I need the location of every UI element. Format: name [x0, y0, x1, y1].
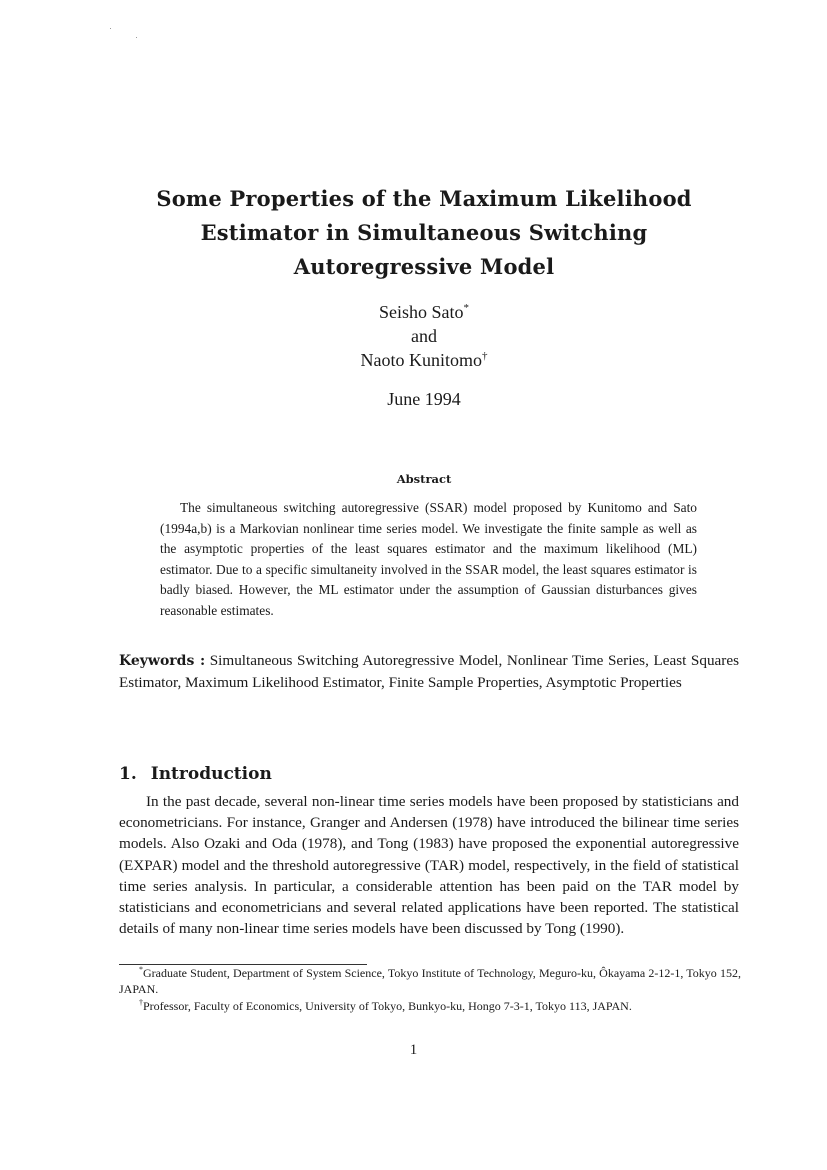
abstract-text: The simultaneous switching autoregressive (SSAR) model proposed by Kunitomo and Sato (1994a,b) is a Markovian nonlinear time series model. We investigate the finite sample as well as the asymptotic properties of the least squares estimator and the maximum likelihood (ML) estimator. Due to a specific simultaneity involved in the SSAR model, the least squares estimator is badly biased. However, the ML estimator under the assumption of Gaussian disturbances gives reasonable estimates. [160, 500, 697, 618]
author-1-name: Seisho Sato [378, 302, 464, 322]
footnote-1 [119, 966, 741, 997]
title-line-1: Some Properties of the Maximum Likelihood [156, 186, 692, 211]
author-2-name: Naoto Kunitomo [360, 350, 482, 370]
section-title: Introduction [150, 764, 272, 784]
title-line-2: Estimator in Simultaneous Switching [200, 220, 648, 245]
keywords-paragraph [119, 650, 739, 693]
scan-speck [136, 37, 137, 38]
author-block [200, 300, 648, 372]
paper-date: June 1994 [387, 389, 461, 409]
footnote-rule [119, 964, 367, 965]
footnote-1-mark: * [139, 965, 143, 974]
page-number: 1 [409, 1042, 418, 1058]
paper-title [100, 182, 748, 284]
author-1-line [200, 300, 648, 324]
author-2-line [200, 348, 648, 372]
keywords-label: Keywords : [119, 653, 206, 669]
footnote-1-text: Graduate Student, Department of System Science, Tokyo Institute of Technology, Meguro-ku, Ôkayama 2-12-1, Tokyo 152, JAPAN. [119, 966, 741, 996]
section-heading [119, 762, 272, 786]
scan-speck [110, 28, 111, 29]
abstract-heading: Abstract [396, 472, 452, 486]
footnote-2-text: Professor, Faculty of Economics, University of Tokyo, Bunkyo-ku, Hongo 7-3-1, Tokyo 113, JAPAN. [143, 999, 632, 1013]
footnotes [119, 966, 741, 1017]
footnote-2 [119, 999, 741, 1015]
title-line-3: Autoregressive Model [293, 254, 555, 279]
footnote-2-mark: † [139, 998, 143, 1007]
author-1-footnote-mark: * [463, 302, 469, 314]
introduction-text: In the past decade, several non-linear time series models have been proposed by statisticians and econometricians. For instance, Granger and Andersen (1978) have introduced the bilinear time series models. Also Ozaki and Oda (1978), and Tong (1983) have proposed the exponential autoregressive (EXPAR) model and the threshold autoregressive (TAR) model, respectively, in the field of statistical time series analysis. In particular, a considerable attention has been paid on the TAR model by statisticians and econometricians and several related applications have been reported. The statistical details of many non-linear time series models have been discussed by Tong (1990). [119, 793, 739, 938]
author-2-footnote-mark: † [482, 350, 488, 362]
author-conjunction: and [411, 326, 437, 346]
keywords-text: Simultaneous Switching Autoregressive Model, Nonlinear Time Series, Least Squares Estimator, Maximum Likelihood Estimator, Finite Sample Properties, Asymptotic Properties [119, 652, 739, 691]
section-number: 1. [119, 764, 137, 784]
